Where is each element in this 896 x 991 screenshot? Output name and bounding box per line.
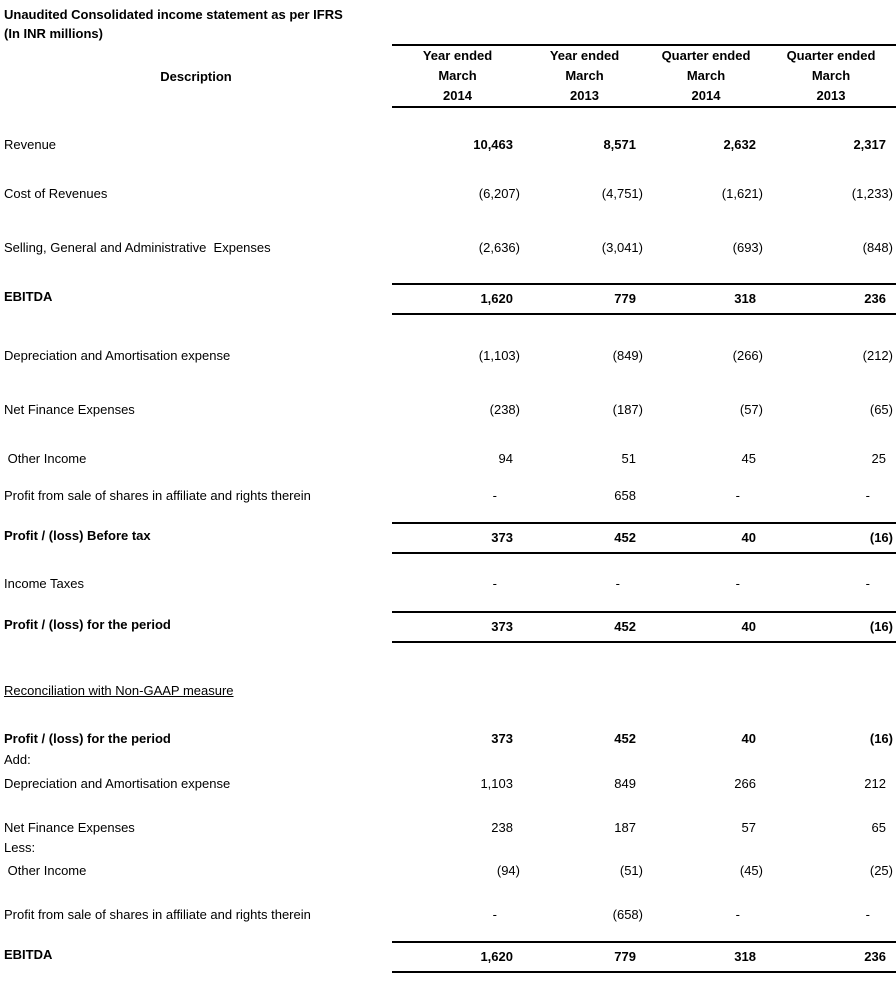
value-cell: (25) <box>869 863 893 878</box>
value-cell: (57) <box>739 402 763 417</box>
value-cell: (3,041) <box>601 240 643 255</box>
value-cell: (4,751) <box>601 186 643 201</box>
value-cell: (238) <box>489 402 520 417</box>
value-cell: - <box>615 576 620 591</box>
row-label: Revenue <box>4 137 57 152</box>
value-cell: 40 <box>741 530 756 545</box>
row-profit-from-sale-of-shares <box>0 485 896 507</box>
value-cell: 236 <box>864 291 886 306</box>
row-label: Profit from sale of shares in affiliate and rights therein <box>4 907 311 922</box>
row-label: Profit / (loss) for the period <box>4 617 171 632</box>
row-label: EBITDA <box>4 289 53 304</box>
row-net-finance-expenses-addback <box>0 817 896 839</box>
value-cell: 238 <box>491 820 513 835</box>
value-cell: (212) <box>862 348 893 363</box>
row-label: Profit / (loss) Before tax <box>4 528 151 543</box>
row-label: Cost of Revenues <box>4 186 108 201</box>
value-cell: (1,621) <box>721 186 763 201</box>
value-cell: 1,620 <box>480 291 513 306</box>
row-depreciation-amortisation-addback <box>0 773 896 795</box>
row-label: Selling, General and Administrative Expenses <box>4 240 271 255</box>
row-depreciation-amortisation <box>0 345 896 367</box>
value-cell: - <box>865 907 870 922</box>
row-label: Other Income <box>4 451 87 466</box>
value-cell: 2,632 <box>723 137 756 152</box>
value-cell: 187 <box>614 820 636 835</box>
value-cell: - <box>865 576 870 591</box>
value-cell: 236 <box>864 949 886 964</box>
row-profit-for-the-period <box>0 611 896 643</box>
value-cell: (45) <box>739 863 763 878</box>
value-cell: 779 <box>614 291 636 306</box>
row-add-label <box>0 749 896 771</box>
row-label: Depreciation and Amortisation expense <box>4 348 231 363</box>
value-cell: 452 <box>614 619 636 634</box>
value-cell: - <box>735 576 740 591</box>
row-label: Profit / (loss) for the period <box>4 731 171 746</box>
value-cell: 212 <box>864 776 886 791</box>
value-cell: 2,317 <box>853 137 886 152</box>
row-ebitda <box>0 283 896 315</box>
value-cell: (16) <box>869 731 893 746</box>
value-cell: 318 <box>734 291 756 306</box>
value-cell: 849 <box>614 776 636 791</box>
value-cell: 373 <box>491 619 513 634</box>
row-other-income <box>0 448 896 470</box>
value-cell: 452 <box>614 530 636 545</box>
value-cell: (94) <box>496 863 520 878</box>
value-cell: (1,103) <box>478 348 520 363</box>
row-net-finance-expenses <box>0 399 896 421</box>
document-subtitle: (In INR millions) <box>4 26 103 41</box>
row-label: Other Income <box>4 863 87 878</box>
value-cell: 318 <box>734 949 756 964</box>
row-sga-expenses <box>0 237 896 259</box>
value-cell: (848) <box>862 240 893 255</box>
value-cell: 25 <box>871 451 886 466</box>
value-cell: (187) <box>612 402 643 417</box>
value-cell: (658) <box>612 907 643 922</box>
row-profit-from-sale-of-shares-deduction <box>0 904 896 926</box>
row-cost-of-revenues <box>0 183 896 205</box>
value-cell: 40 <box>741 619 756 634</box>
value-cell: 373 <box>491 731 513 746</box>
value-cell: 1,103 <box>480 776 513 791</box>
value-cell: (849) <box>612 348 643 363</box>
row-less-label <box>0 837 896 859</box>
column-header-quarter-ended-march-2014: Quarter ended March 2014 <box>661 48 751 103</box>
row-label: Depreciation and Amortisation expense <box>4 776 231 791</box>
document-title: Unaudited Consolidated income statement as per IFRS <box>4 7 343 22</box>
value-cell: (2,636) <box>478 240 520 255</box>
row-income-taxes <box>0 573 896 595</box>
column-header-year-ended-march-2014: Year ended March 2014 <box>422 48 493 103</box>
value-cell: 51 <box>621 451 636 466</box>
value-cell: 452 <box>614 731 636 746</box>
value-cell: - <box>492 907 497 922</box>
section-heading-reconciliation <box>0 680 896 702</box>
row-label: Add: <box>4 752 31 767</box>
value-cell: 779 <box>614 949 636 964</box>
description-column-header: Description <box>160 68 232 84</box>
value-cell: - <box>865 488 870 503</box>
value-cell: (693) <box>732 240 763 255</box>
value-cell: 658 <box>614 488 636 503</box>
value-cell: 266 <box>734 776 756 791</box>
period-column-headers <box>392 44 896 108</box>
row-revenue <box>0 134 896 156</box>
value-cell: 8,571 <box>603 137 636 152</box>
value-cell: (16) <box>869 530 893 545</box>
value-cell: - <box>492 488 497 503</box>
value-cell: (266) <box>732 348 763 363</box>
row-label: Profit from sale of shares in affiliate and rights therein <box>4 488 311 503</box>
row-label: Net Finance Expenses <box>4 820 135 835</box>
row-label: Net Finance Expenses <box>4 402 135 417</box>
column-header-quarter-ended-march-2013: Quarter ended March 2013 <box>786 48 876 103</box>
value-cell: 373 <box>491 530 513 545</box>
value-cell: 40 <box>741 731 756 746</box>
value-cell: 65 <box>871 820 886 835</box>
value-cell: 1,620 <box>480 949 513 964</box>
row-label: Less: <box>4 840 36 855</box>
value-cell: 57 <box>741 820 756 835</box>
row-ebitda-reconciled <box>0 941 896 973</box>
value-cell: (51) <box>619 863 643 878</box>
value-cell: 94 <box>498 451 513 466</box>
row-profit-before-tax <box>0 522 896 554</box>
section-heading-label: Reconciliation with Non-GAAP measure <box>4 683 234 698</box>
value-cell: (65) <box>869 402 893 417</box>
value-cell: - <box>492 576 497 591</box>
column-header-year-ended-march-2013: Year ended March 2013 <box>549 48 620 103</box>
value-cell: - <box>735 907 740 922</box>
value-cell: (6,207) <box>478 186 520 201</box>
value-cell: - <box>735 488 740 503</box>
row-label: EBITDA <box>4 947 53 962</box>
value-cell: 45 <box>741 451 756 466</box>
row-label: Income Taxes <box>4 576 84 591</box>
table-header <box>0 44 896 108</box>
document-title-block <box>4 5 343 43</box>
row-profit-for-the-period-reconciliation <box>0 728 896 750</box>
value-cell: 10,463 <box>473 137 513 152</box>
row-other-income-deduction <box>0 860 896 882</box>
value-cell: (1,233) <box>851 186 893 201</box>
value-cell: (16) <box>869 619 893 634</box>
